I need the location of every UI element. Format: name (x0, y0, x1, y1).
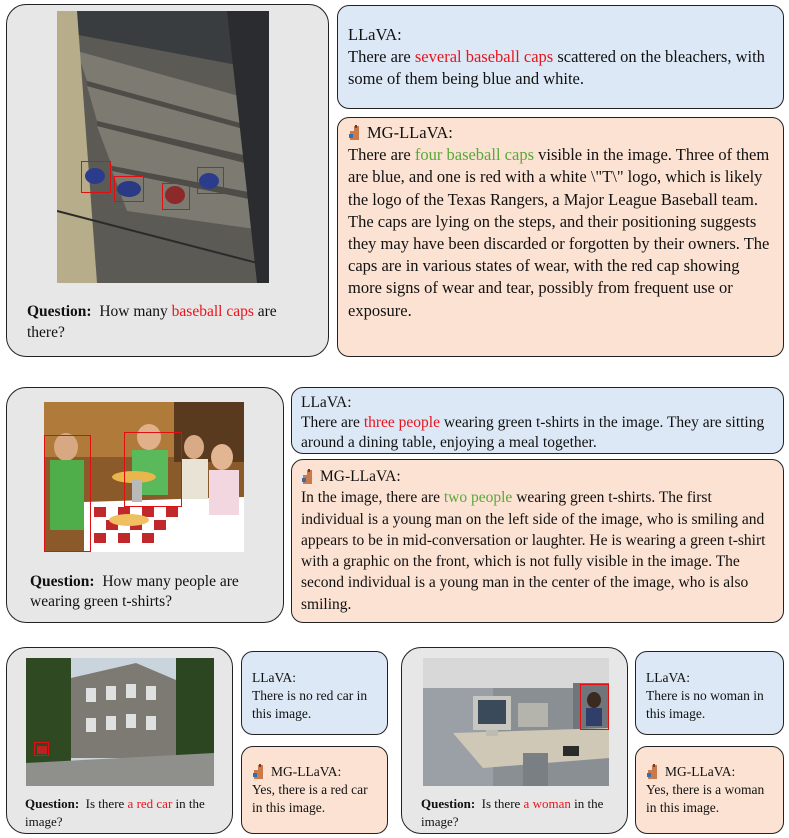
street-house-image (26, 658, 214, 786)
bbox-cap-1 (81, 161, 111, 193)
mg-llava-answer-text: Yes, there is a red car in this image. (252, 782, 368, 815)
llava-title: LLaVA: (348, 25, 402, 44)
llava-answer-text: There are three people wearing green t-shirts in the image. They are sitting around a dining table, enjoying a meal together. (301, 414, 765, 451)
street-photo (26, 658, 214, 786)
bbox-cap-4 (197, 167, 224, 194)
bbox-cap-2 (114, 176, 144, 202)
llava-title: LLaVA: (301, 394, 352, 411)
bbox-red-car (34, 742, 49, 756)
example-1-mg-llava-answer (337, 117, 784, 357)
example-3-mg-llava-answer (241, 746, 388, 834)
example-4-mg-llava-answer (635, 746, 784, 834)
llava-answer-text: There is no red car in this image. (252, 688, 368, 721)
mg-llava-title: MG-LLaVA: (646, 763, 773, 781)
example-4-llava-answer (635, 651, 784, 735)
example-1-question-card (6, 4, 329, 357)
mg-llava-title: MG-LLaVA: (252, 763, 377, 781)
example-2-llava-answer (291, 387, 784, 454)
bbox-cap-3 (162, 183, 190, 210)
example-1-llava-answer (337, 5, 784, 109)
example-4-question-card (401, 647, 628, 834)
question-text: Question: Is there a woman in the image? (421, 796, 604, 829)
mg-llava-answer-text: Yes, there is a woman in this image. (646, 782, 765, 815)
mg-llava-title: MG-LLaVA: (301, 466, 774, 487)
llava-title: LLaVA: (646, 670, 690, 685)
llava-title: LLaVA: (252, 670, 296, 685)
mg-llava-answer-text: In the image, there are two people wearing green t-shirts. The first individual is a young man on the left side of the image, who is smiling and appears to be in mid-conversation or laughter. He is wearing a green t-shirt with a graphic on the front, which is not fully visible in the image. The second individual is a young man in the center of the image, who is also smiling. (301, 489, 766, 613)
llama-icon (252, 764, 266, 780)
bbox-woman (580, 684, 609, 730)
stadium-steps-image (57, 11, 269, 283)
question-text: Question: Is there a red car in the image? (25, 796, 205, 829)
example-3-llava-answer (241, 651, 388, 735)
question-text: Question: How many baseball caps are there? (27, 303, 277, 341)
bbox-person-1 (44, 435, 91, 552)
mg-llava-title: MG-LLaVA: (348, 122, 773, 144)
llava-answer-text: There is no woman in this image. (646, 688, 764, 721)
bbox-person-2 (124, 432, 182, 507)
question-text: Question: How many people are wearing green t-shirts? (30, 573, 239, 610)
office-photo (423, 658, 609, 786)
example-2-question-card (6, 387, 284, 623)
dinner-photo (44, 402, 244, 552)
example-3-question-card (6, 647, 233, 834)
example-2-mg-llava-answer (291, 459, 784, 623)
llama-icon (301, 469, 315, 485)
baseball-caps-photo (57, 11, 269, 283)
llama-icon (646, 764, 660, 780)
mg-llava-answer-text: There are four baseball caps visible in the image. Three of them are blue, and one is red with a white \"T\" logo, which is likely the logo of the Texas Rangers, a Major League Baseball team. The caps are lying on the steps, and their positioning suggests they may have been discarded or forgotten by their owners. The caps are in various states of wear, with the red cap showing more signs of wear and tear, possibly from frequent use or exposure. (348, 145, 770, 320)
llava-answer-text: There are several baseball caps scattered on the bleachers, with some of them being blue and white. (348, 47, 765, 88)
llama-icon (348, 125, 362, 141)
